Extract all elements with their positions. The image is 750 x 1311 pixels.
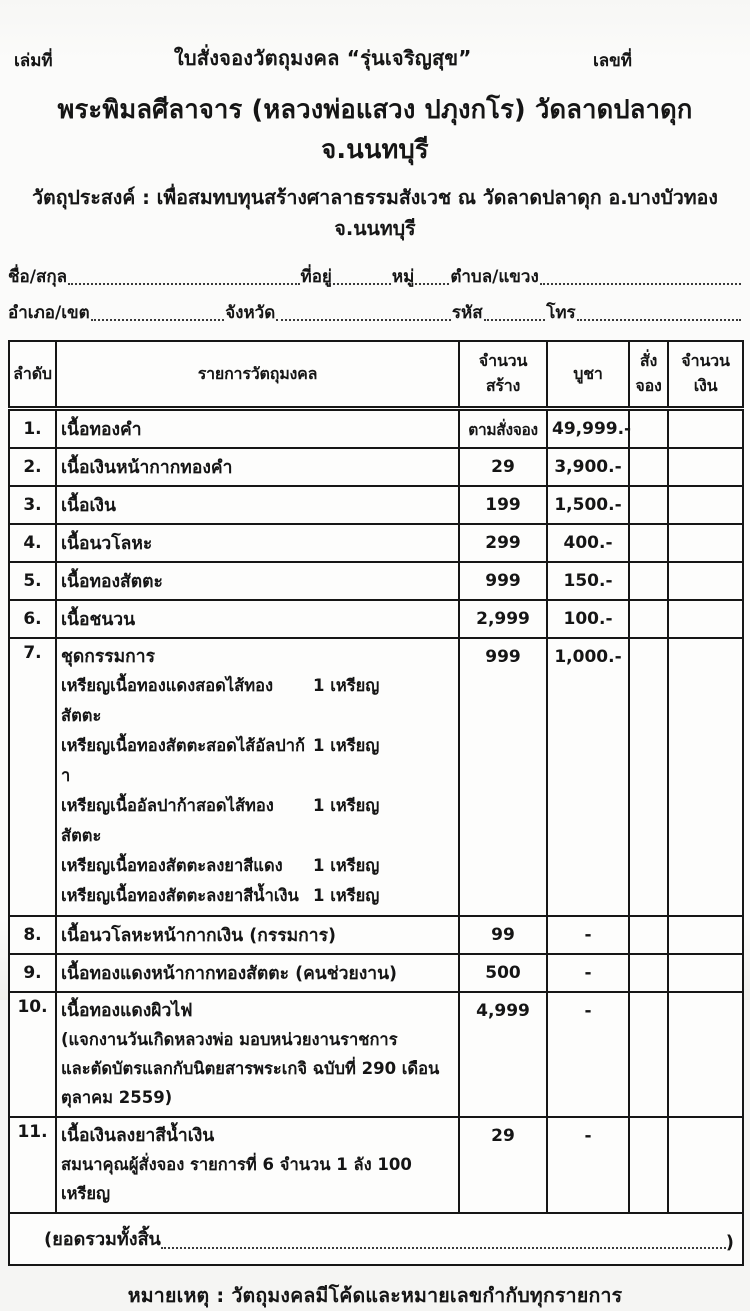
- table-row-5: 5. เนื้อทองสัตตะ 999 150.-: [9, 562, 743, 600]
- order-cell: [629, 600, 668, 638]
- number-label: เลขที่: [592, 51, 632, 71]
- col-header-price: บูชา: [547, 341, 629, 409]
- temple-title: พระพิมลศีลาจาร (หลวงพ่อแสวง ปภุงกโร) วัดลาดปลาดุก จ.นนทบุรี: [57, 95, 693, 165]
- phone-field-blank: [577, 303, 741, 321]
- table-row-9: 9. เนื้อทองแดงหน้ากากทองสัตตะ (คนช่วยงาน) 500 -: [9, 954, 743, 992]
- order-table: [8, 340, 744, 1266]
- table-row-2: 2. เนื้อเงินหน้ากากทองคำ 29 3,900.-: [9, 448, 743, 486]
- order-cell: [629, 916, 668, 954]
- amount-cell: [668, 1117, 743, 1213]
- order-cell: [629, 954, 668, 992]
- tambon-field-label: ตำบล/แขวง: [450, 267, 539, 287]
- col-header-order: สั่งจอง: [629, 341, 668, 409]
- committee-set-cell: ชุดกรรมการ เหรียญเนื้อทองแดงสอดไส้ทองสัตตะ 1 เหรียญ เหรียญเนื้อทองสัตตะสอดไส้อัลปาก้า 1 เหรียญ เหรียญเนื้ออัลปาก้าสอดไส้ทองสัตตะ 1 เหรียญ เหรียญเนื้อทองสัตตะลงยาสีแดง 1 เหรียญ เหรียญเนื้อทองสัตตะลงยาสีน้ำเงิน 1 เหรียญ: [56, 638, 459, 916]
- order-cell: [629, 638, 668, 916]
- blue-enamel-cell: เนื้อเงินลงยาสีน้ำเงิน สมนาคุณผู้สั่งจอง รายการที่ 6 จำนวน 1 ลัง 100 เหรียญ: [56, 1117, 459, 1213]
- table-row-3: 3. เนื้อเงิน 199 1,500.-: [9, 486, 743, 524]
- amount-cell: [668, 562, 743, 600]
- footer-note: หมายเหตุ : วัตถุมงคลมีโค้ดและหมายเลขกำกับทุกรายการ: [127, 1284, 623, 1307]
- name-field-blank: [68, 267, 299, 285]
- order-cell: [629, 992, 668, 1117]
- order-cell: [629, 524, 668, 562]
- field-line-2: [8, 302, 742, 324]
- amount-cell: [668, 409, 743, 449]
- order-cell: [629, 486, 668, 524]
- committee-subitem: เหรียญเนื้อทองสัตตะลงยาสีแดง 1 เหรียญ: [61, 856, 380, 875]
- postcode-field-label: รหัส: [451, 303, 483, 323]
- committee-subitem: เหรียญเนื้ออัลปาก้าสอดไส้ทองสัตตะ 1 เหรียญ: [61, 796, 380, 845]
- purpose-line: วัตถุประสงค์ : เพื่อสมทบทุนสร้างศาลาธรรมสังเวช ณ วัดลาดปลาดุก อ.บางบัวทอง จ.นนทบุรี: [32, 186, 718, 240]
- tambon-field-blank: [540, 267, 741, 285]
- amount-cell: [668, 600, 743, 638]
- table-row-4: 4. เนื้อนวโลหะ 299 400.-: [9, 524, 743, 562]
- grand-total-row: [9, 1213, 743, 1265]
- table-row-11: 11. เนื้อเงินลงยาสีน้ำเงิน สมนาคุณผู้สั่งจอง รายการที่ 6 จำนวน 1 ลัง 100 เหรียญ 29 -: [9, 1117, 743, 1213]
- grand-total-cell: [9, 1213, 743, 1265]
- order-cell: [629, 409, 668, 449]
- amphoe-field-label: อำเภอ/เขต: [8, 303, 90, 323]
- address-field-blank: [333, 267, 391, 285]
- table-row-7: 7. ชุดกรรมการ เหรียญเนื้อทองแดงสอดไส้ทองสัตตะ 1 เหรียญ เหรียญเนื้อทองสัตตะสอดไส้อัลปาก้า 1 เหรียญ เหรียญเนื้ออัลปาก้าสอดไส้ทองสัตตะ 1 เหรียญ เหรียญเนื้อทองสัตตะลงยาสีแดง 1 เหรียญ เหรียญเนื้อทองสัตตะลงยาสีน้ำเงิน 1 เหรียญ 999 1,000.-: [9, 638, 743, 916]
- grand-total-blank: [161, 1231, 726, 1249]
- moo-field-label: หมู่: [391, 267, 415, 287]
- col-header-quantity: จำนวนสร้าง: [459, 341, 547, 409]
- name-field-label: ชื่อ/สกุล: [8, 267, 68, 287]
- committee-subitem: เหรียญเนื้อทองสัตตะลงยาสีน้ำเงิน 1 เหรียญ: [61, 886, 380, 905]
- order-cell: [629, 448, 668, 486]
- moo-field-blank: [415, 267, 449, 285]
- grand-total-close-paren: ): [725, 1231, 734, 1253]
- order-cell: [629, 1117, 668, 1213]
- field-line-1: [8, 266, 742, 288]
- amount-cell: [668, 524, 743, 562]
- col-header-item: รายการวัตถุมงคล: [56, 341, 459, 409]
- amount-cell: [668, 448, 743, 486]
- address-field-label: ที่อยู่: [300, 267, 332, 287]
- col-header-amount: จำนวนเงิน: [668, 341, 743, 409]
- amount-cell: [668, 486, 743, 524]
- amount-cell: [668, 638, 743, 916]
- header-row: [0, 0, 750, 74]
- item-note-line: (แจกงานวันเกิดหลวงพ่อ มอบหน่วยงานราชการ: [61, 1030, 398, 1049]
- volume-no-label: เล่มที่: [14, 51, 53, 71]
- item-note-line: สมนาคุณผู้สั่งจอง รายการที่ 6 จำนวน 1 ลัง 100 เหรียญ: [61, 1155, 412, 1203]
- table-row-6: 6. เนื้อชนวน 2,999 100.-: [9, 600, 743, 638]
- amount-cell: [668, 954, 743, 992]
- phone-field-label: โทร: [546, 303, 576, 323]
- col-header-index: ลำดับ: [9, 341, 56, 409]
- amount-cell: [668, 992, 743, 1117]
- amount-cell: [668, 916, 743, 954]
- table-header-row: [9, 341, 743, 409]
- province-field-blank: [276, 303, 451, 321]
- committee-subitem: เหรียญเนื้อทองสัตตะสอดไส้อัลปาก้า 1 เหรียญ: [61, 736, 380, 785]
- committee-subitem: เหรียญเนื้อทองแดงสอดไส้ทองสัตตะ 1 เหรียญ: [61, 676, 380, 725]
- table-row-1: 1. เนื้อทองคำ ตามสั่งจอง 49,999.-: [9, 409, 743, 449]
- applicant-fields: [8, 266, 742, 324]
- order-cell: [629, 562, 668, 600]
- province-field-label: จังหวัด: [225, 303, 276, 323]
- copper-fire-cell: เนื้อทองแดงผิวไฟ (แจกงานวันเกิดหลวงพ่อ มอบหน่วยงานราชการ และตัดบัตรแลกกับนิตยสารพระเกจิ ฉบับที่ 290 เดือนตุลาคม 2559): [56, 992, 459, 1117]
- grand-total-label: (ยอดรวมทั้งสิ้น: [44, 1228, 161, 1250]
- amphoe-field-blank: [91, 303, 225, 321]
- table-row-8: 8. เนื้อนวโลหะหน้ากากเงิน (กรรมการ) 99 -: [9, 916, 743, 954]
- table-row-10: 10. เนื้อทองแดงผิวไฟ (แจกงานวันเกิดหลวงพ่อ มอบหน่วยงานราชการ และตัดบัตรแลกกับนิตยสารพระเกจิ ฉบับที่ 290 เดือนตุลาคม 2559) 4,999 -: [9, 992, 743, 1117]
- item-note-line: และตัดบัตรแลกกับนิตยสารพระเกจิ ฉบับที่ 290 เดือนตุลาคม 2559): [61, 1059, 440, 1107]
- form-title: ใบสั่งจองวัตถุมงคล “รุ่นเจริญสุข”: [173, 46, 472, 70]
- postcode-field-blank: [484, 303, 546, 321]
